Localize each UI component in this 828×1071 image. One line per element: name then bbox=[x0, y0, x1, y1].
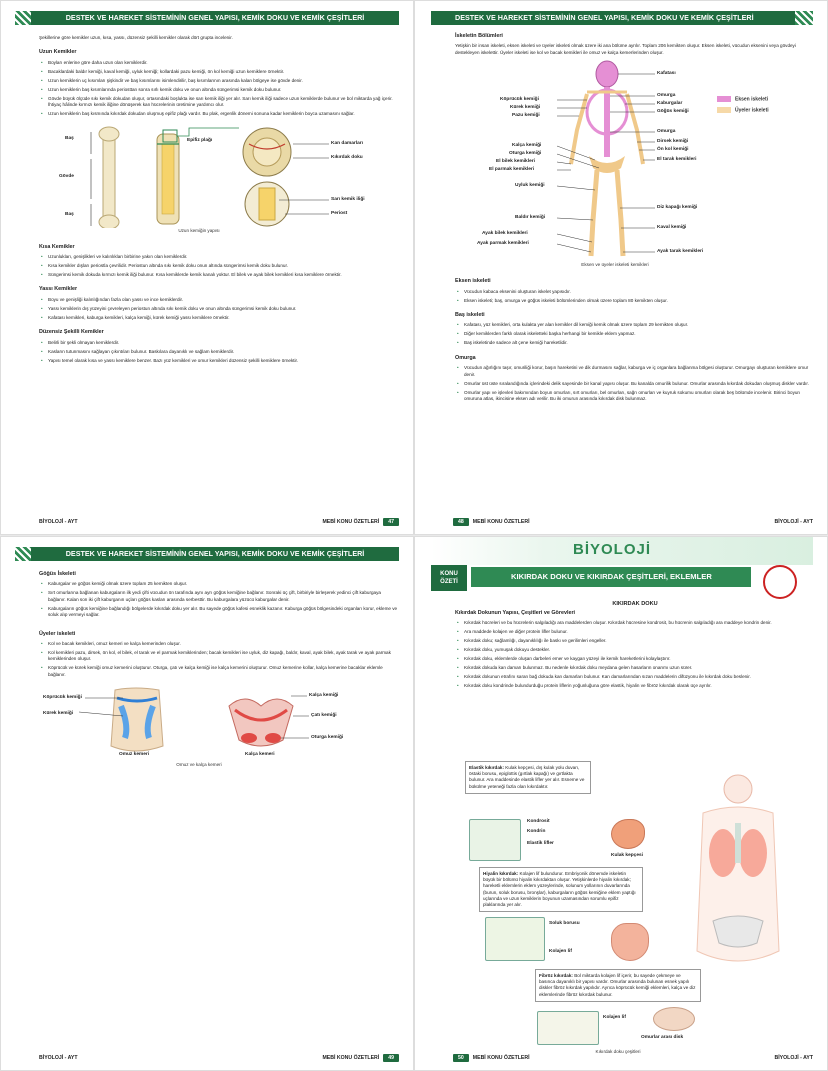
girdle-figure bbox=[39, 686, 399, 772]
list-item: • Kıkırdak doku kondrinde bulundurduğu protein liflerin yoğunluğuna göre elastik, hiyalin ve fibröz kıkırdak olarak üçe ayrılır. bbox=[455, 683, 815, 689]
label-left: Kalça kemiği bbox=[512, 143, 542, 149]
section-title: Eksen iskeleti bbox=[455, 278, 491, 285]
page-number: 48 bbox=[453, 518, 469, 526]
label-left: Oturga kemiği bbox=[509, 151, 542, 157]
label-right: Omurga bbox=[657, 129, 676, 135]
label-right: Kaval kemiği bbox=[657, 225, 687, 231]
page-footer bbox=[39, 516, 399, 528]
label-periost: Periost bbox=[331, 210, 348, 216]
legend bbox=[717, 96, 769, 113]
hiyalin-box bbox=[479, 867, 643, 912]
label-kolajen-lif-fibroz: Kolajen lif bbox=[603, 1015, 626, 1020]
bullet-list bbox=[455, 289, 815, 304]
section-title: Uzun Kemikler bbox=[39, 49, 77, 56]
label-kurek: Kürek kemiği bbox=[43, 711, 74, 717]
fibroz-box bbox=[535, 969, 701, 1002]
elastik-heading: Elastik kıkırdak: bbox=[469, 765, 504, 770]
label-left: Kürek kemiği bbox=[510, 105, 541, 111]
label-left: Pazu kemiği bbox=[512, 113, 540, 119]
legend-swatch-uyeler bbox=[717, 107, 731, 113]
bullet-list bbox=[455, 365, 815, 402]
label-bas-bottom: Baş bbox=[65, 211, 74, 217]
figure-caption: Omuz ve kalça kemeri bbox=[176, 762, 222, 768]
bullet-list bbox=[39, 297, 399, 321]
label-govde: Gövde bbox=[59, 173, 74, 179]
hiyalin-text: Kolajen lif bulundurur. Embriyonik dönemde iskeletin büyük bir bölümü hiyalin kıkırdaktan oluşur. Yetişkinlerde hiyalin kıkırdak; hareketli eklemlerin eklem yüzeylerinde, solunum yollarının duvarlarında (burun, soluk borusu, bronşlar), kaburgaların göğüs kemiğine eklem yaptığı uçlarında ve uzun kemiklerin boyunun uzamasından sorumlu epifiz plaklarında yer alır. bbox=[483, 871, 636, 908]
banner-title: BİYOLOJİ bbox=[573, 541, 652, 558]
header-stripes bbox=[795, 11, 813, 25]
list-item: • Yapısı temel olarak kısa ve yassı kemiklere benzer. Bazı yüz kemikleri ve omur kemikleri düzensiz şekilli kemiklere örnektir. bbox=[39, 358, 399, 364]
list-item: • Ara maddede kolajen ve diğer protein lifler bulunur. bbox=[455, 629, 815, 635]
page-content bbox=[455, 601, 815, 692]
list-item: • Kol ve bacak kemikleri, omuz kemeri ve kalça kemerinden oluşur. bbox=[39, 641, 399, 647]
page-header: DESTEK VE HAREKET SİSTEMİNİN GENEL YAPISI, KEMİK DOKU VE KEMİK ÇEŞİTLERİ bbox=[431, 11, 797, 25]
list-item: • Diğer kemiklerden farklı olarak iskeletteki başka herhangi bir kemikle eklem yapmaz. bbox=[455, 331, 815, 337]
topic-bar: KIKIRDAK DOKU VE KIKIRDAK ÇEŞİTLERİ, EKLEMLER bbox=[471, 567, 751, 587]
list-item: • Kıkırdak doku, yumuşak dokuyu destekler. bbox=[455, 647, 815, 653]
label-left: El parmak kemikleri bbox=[489, 167, 535, 173]
footer-series: MEBİ KONU ÖZETLERİ bbox=[322, 1055, 380, 1061]
section-title: İskeletin Bölümleri bbox=[455, 33, 503, 39]
page-content bbox=[39, 35, 399, 367]
girdle-diagram bbox=[39, 686, 399, 766]
list-item: • Baş iskeletinde sadece alt çene kemiği hareketlidir. bbox=[455, 340, 815, 346]
intro-text: Şekillerine göre kemikler uzun, kısa, yassı, düzensiz şekilli kemikler olarak dört grupta incelenir. bbox=[39, 35, 233, 40]
list-item: • Süngerimsi kemik dokuda kırmızı kemik iliği bulunur. Kısa kemiklerde kemik kanalı yoktur. El bilek ve ayak bilek kemikleri kısa kemiklere örnektir. bbox=[39, 272, 399, 278]
label-omurlar-arasi-disk: Omurlar arası disk bbox=[641, 1035, 684, 1040]
label-sari-ilik: Sarı kemik iliği bbox=[331, 196, 365, 202]
label-left: Köprücük kemiği bbox=[500, 97, 539, 103]
list-item: • Kaburgaların göğüs kemiğine bağlandığı bölgelerde kıkırdak doku yer alır. Bu sayede göğüs kafesi esneklik kazanır. Kaburga göğüs bölgesindeki organları korur, ekleme ve soluk alıp vermeyi sağlar. bbox=[39, 606, 399, 619]
label-right: Omurga bbox=[657, 93, 676, 99]
chapter-banner bbox=[415, 537, 828, 607]
section-title: Göğüs İskeleti bbox=[39, 571, 76, 577]
section-title: Omurga bbox=[455, 354, 476, 361]
label-right: Kaburgalar bbox=[657, 101, 683, 107]
label-kulak-kepcesi: Kulak kepçesi bbox=[611, 853, 643, 858]
page-50 bbox=[414, 536, 828, 1071]
label-kondrosit: Kondrosit bbox=[527, 819, 550, 824]
list-item: • Boyları enlerine göre daha uzun olan kemiklerdir. bbox=[39, 60, 399, 66]
legend-eksen: Eksen iskeleti bbox=[735, 96, 769, 103]
footer-subject: BİYOLOJİ - AYT bbox=[774, 519, 813, 525]
label-right: El tarak kemikleri bbox=[657, 157, 697, 163]
bullet-list bbox=[455, 322, 815, 346]
list-item: • Boyu ve genişliği kalınlığından fazla olan yassı ve ince kemiklerdir. bbox=[39, 297, 399, 303]
bullet-list bbox=[455, 620, 815, 689]
label-kalca-kemeri: Kalça kemeri bbox=[245, 752, 275, 758]
label-right: Kafatası bbox=[657, 71, 676, 77]
list-item: • Belirli bir şekli olmayan kemiklerdir. bbox=[39, 340, 399, 346]
footer-series: MEBİ KONU ÖZETLERİ bbox=[322, 519, 380, 525]
label-soluk-borusu: Soluk borusu bbox=[549, 921, 580, 926]
footer-subject: BİYOLOJİ - AYT bbox=[39, 519, 78, 525]
bullet-list bbox=[39, 581, 399, 618]
legend-uyeler: Üyeler iskeleti bbox=[735, 107, 769, 114]
page-content bbox=[455, 33, 815, 405]
list-item: • Eksen iskeleti; baş, omurga ve göğüs iskeleti bölümlerinden olmak üzere toplam 80 kemikten oluşur. bbox=[455, 298, 815, 304]
label-kondrin: Kondrin bbox=[527, 829, 546, 834]
skeleton-figure bbox=[455, 60, 815, 270]
label-bas-top: Baş bbox=[65, 135, 74, 141]
label-kikirdak-doku: Kıkırdak doku bbox=[331, 154, 363, 160]
page-header: DESTEK VE HAREKET SİSTEMİNİN GENEL YAPISI, KEMİK DOKU VE KEMİK ÇEŞİTLERİ bbox=[31, 547, 399, 561]
label-omuz-kemeri: Omuz kemeri bbox=[119, 752, 150, 758]
label-right: Göğüs kemiği bbox=[657, 109, 689, 115]
footer-subject: BİYOLOJİ - AYT bbox=[774, 1055, 813, 1061]
list-item: • Omurlar üst üste sıralandığında içlerindeki delik sayesinde bir kanal yapısı oluşur. Bu kanalda omurilik bulunur. Omurlar arasında kıkırdak dokudan oluşmuş diskler vardır. bbox=[455, 381, 815, 387]
label-elastik-lifler: Elastik lifler bbox=[527, 841, 554, 846]
long-bone-figure bbox=[39, 124, 399, 236]
ministry-logo bbox=[763, 565, 797, 599]
list-item: • Bacaklardaki baldır kemiği, kaval kemiği, uyluk kemiği; kollardaki pazu kemiği, ön kol kemiği uzun kemiklere örnektir. bbox=[39, 69, 399, 75]
intro-text: Yetişkin bir insan iskeleti, eksen iskeleti ve üyeler iskeleti olmak üzere iki ana bölüme ayrılır. Toplam 206 kemikten oluşur. Eksen iskeleti, vücudun eksenini veya gövdeyi destekleyen iskelettir. Üyeler iskeleti ise kol ve bacak kemikleri ile omuz ve kalça kemerlerinden oluşur. bbox=[455, 43, 796, 55]
list-item: • Kol kemikleri pazu, dirsek, ön kol, el bilek, el tarak ve el parmak kemiklerinden; bacak kemikleri ise uyluk, diz kapağı, baldır, kaval, ayak bilek, ayak tarak ve ayak parmak kemiklerinden oluşur. bbox=[39, 650, 399, 663]
bullet-list bbox=[39, 641, 399, 678]
page-49 bbox=[0, 536, 414, 1071]
list-item: • Uzunlukları, genişlikleri ve kalınlıkları birbirine yakın olan kemiklerdir. bbox=[39, 254, 399, 260]
hiyalin-tissue-image bbox=[485, 917, 545, 961]
page-48 bbox=[414, 0, 828, 535]
fibroz-heading: Fibröz kıkırdak: bbox=[539, 973, 573, 978]
figure-caption: Uzun kemiğin yapısı bbox=[178, 227, 220, 233]
lung-image bbox=[611, 923, 649, 961]
fibroz-text: Bol miktarda kolajen lif içerir, bu sayede çekmeye ve basınca dayanıklı bir yapısı vardır. Omurlar arasında bulunan esnek yapılı diskler fibröz kıkırdak yapılıdır. Ayrıca köprücük kemiği eklemleri, kalça ve diz eklemlerinde fibröz kıkırdak bulunur. bbox=[539, 973, 696, 997]
label-right: Ön kol kemiği bbox=[657, 147, 689, 153]
page-footer bbox=[453, 1052, 813, 1064]
page-number: 47 bbox=[383, 518, 399, 526]
list-item: • Köprücük ve kürek kemiği omuz kemerini oluşturur. Oturga, çatı ve kalça kemiği ise kalça kemerini oluşturur. Omuz kemerine kollar, kalça kemerine bacaklar eklemle bağlanır. bbox=[39, 665, 399, 678]
ear-image bbox=[611, 819, 645, 849]
konu-ozeti-box: KONU ÖZETİ bbox=[431, 565, 467, 591]
list-item: • Kasların tutunmasını sağlayan çıkıntıları bulunur. Baskılara dayanıklı ve sağlam kemiklerdir. bbox=[39, 349, 399, 355]
label-left: El bilek kemikleri bbox=[496, 159, 535, 165]
section-title: Kısa Kemikler bbox=[39, 243, 75, 250]
list-item: • Kıkırdak dokuda kan damarı bulunmaz. Bu nedenle kıkırdak doku meydana gelen hasarların onarımı uzun sürer. bbox=[455, 665, 815, 671]
list-item: • Vücudun kabaca eksenini oluşturan iskelet yapısıdır. bbox=[455, 289, 815, 295]
bullet-list bbox=[39, 254, 399, 278]
section-title: Baş iskeleti bbox=[455, 312, 485, 319]
list-item: • Kıkırdak dokunun etrafını saran bağ dokuda kan damarları bulunur. Kan damarlarından sızan maddelerin difüzyonu ile kıkırdak doku beslenir. bbox=[455, 674, 815, 680]
page-47 bbox=[0, 0, 414, 535]
list-item: • Uzun kemiklerin uç kısımları şişkindir ve baş kısımlarını isimlendirilir, baş kısımlarının arasında kalan bölgeye ise gövde denir. bbox=[39, 78, 399, 84]
label-kolajen-lif-hiyalin: Kolajen lif bbox=[549, 949, 572, 954]
footer-series: MEBİ KONU ÖZETLERİ bbox=[472, 1055, 530, 1061]
section-heading: KIKIRDAK DOKU bbox=[612, 601, 658, 607]
label-right: Dirsek kemiği bbox=[657, 139, 689, 145]
elastik-tissue-image bbox=[469, 819, 521, 861]
bullet-list bbox=[39, 340, 399, 364]
section-title: Üyeler iskeleti bbox=[39, 630, 76, 637]
elastik-box bbox=[465, 761, 591, 794]
label-koprucuk: Köprücük kemiği bbox=[43, 695, 82, 701]
label-kalca-kemigi: Kalça kemiği bbox=[309, 693, 339, 699]
label-right: Ayak tarak kemikleri bbox=[657, 249, 704, 255]
label-epifiz: Epifiz plağı bbox=[187, 137, 213, 143]
page-footer bbox=[453, 516, 813, 528]
list-item: • Sırt omurlarına bağlanan kaburgaların ilk yedi çifti vücudun ön tarafında aynı ayrı göğüs kemiğine bağlanır. Sonraki üç çift, birbiriyle birleşerek yedinci çift kaburgaya bağlanır. Kalan son iki çift kaburganın uçları göğüs kasları arasında serbesttir. Bu kaburgalara yüzücü kaburgalar denir. bbox=[39, 590, 399, 603]
bullet-list bbox=[39, 60, 399, 118]
label-oturga-kemigi: Oturga kemiği bbox=[311, 735, 344, 741]
footer-subject: BİYOLOJİ - AYT bbox=[39, 1055, 78, 1061]
elastik-text: Kulak kepçesi, dış kulak yolu duvarı, östaki borusu, epiglottis (gırtlak kapağı) ve gırtlakta bulunur. Ara maddesinde elastik lifler yer alır. Esneme ve bükülme yeteneği fazla olan kıkırdaktır. bbox=[469, 765, 585, 789]
page-content bbox=[39, 571, 399, 772]
list-item: • Kaburgalar ve göğüs kemiği olmak üzere toplam 25 kemikten oluşur. bbox=[39, 581, 399, 587]
page-header: DESTEK VE HAREKET SİSTEMİNİN GENEL YAPISI, KEMİK DOKU VE KEMİK ÇEŞİTLERİ bbox=[31, 11, 399, 25]
list-item: • Uzun kemiklerin baş kısımlarında periosttan sonra sırlı kemik doku ve onun altında süngerimsi kemik doku bulunur. bbox=[39, 87, 399, 93]
list-item: • Yassı kemiklerin dış yüzeyini çevreleyen periostun altında sıkı kemik doku ve onun altında süngerimsi kemik doku bulunur. bbox=[39, 306, 399, 312]
label-left: Baldır kemiği bbox=[515, 215, 546, 221]
list-item: • Omurlar yapı ve işlevleri bakımından boyun omurları, sırt omurları, bel omurları, sağrı omurları ve kuyruk sokumu omurları olarak beş bölümde incelenir. Birinci boyun omuruna atlas, ikincisine eksen adı verilir. Bu iki omurun arasında kıkırdak disk bulunmaz. bbox=[455, 390, 815, 403]
section-title: Yassı Kemikler bbox=[39, 286, 78, 293]
list-item: • Kafatası, yüz kemikleri, orta kulakta yer alan kemikler dil kemiği kemik olmak üzere toplam 29 kemikten oluşur. bbox=[455, 322, 815, 328]
label-cati-kemigi: Çatı kemiği bbox=[311, 713, 337, 719]
footer-series: MEBİ KONU ÖZETLERİ bbox=[472, 519, 530, 525]
label-left: Uyluk kemiği bbox=[515, 183, 545, 189]
label-kan-damarlari: Kan damarları bbox=[331, 140, 363, 146]
list-item: • Uzun kemiklerin baş kısmında kıkırdak dokudan oluşmuş epifiz plağı vardır. Bu plak, ergenlik dönemi sonuna kadar kemiklerin boyca uzamasını sağlar. bbox=[39, 111, 399, 117]
list-item: • Kıkırdak doku, eklemlerde oluşan darbeleri emer ve kaygan yüzeyi ile kemik hareketlerini kolaylaştırır. bbox=[455, 656, 815, 662]
figure-caption: Kıkırdak doku çeşitleri bbox=[595, 1049, 641, 1054]
page-number: 50 bbox=[453, 1054, 469, 1062]
list-item: • Gövde büyük ölçüde sıkı kemik dokudan oluşur, ortasındaki boşlukta ise sarı kemik iliği yer alır. Sarı kemik iliği sadece uzun kemiklerde bulunur ve bol miktarda yağ içerir. İhtiyaç hâlinde kırmızı kemik iliğine dönüşerek kan hücrelerinin üretimine yardımcı olur. bbox=[39, 96, 399, 109]
legend-swatch-eksen bbox=[717, 96, 731, 102]
list-item: • Kıkırdak doku; sağlamlığı, dayanıklılığı ile baskı ve gerilimleri engeller. bbox=[455, 638, 815, 644]
hiyalin-heading: Hiyalin kıkırdak: bbox=[483, 871, 519, 876]
subsection-title: Kıkırdak Dokunun Yapısı, Çeşitleri ve Görevleri bbox=[455, 610, 576, 617]
label-left: Ayak parmak kemikleri bbox=[477, 241, 529, 247]
label-left: Ayak bilek kemikleri bbox=[482, 231, 528, 237]
label-right: Diz kapağı kemiği bbox=[657, 205, 698, 211]
list-item: • Kıkırdak hücreleri ve bu hücrelerin salgıladığı ara maddelerden oluşur. Kıkırdak hücresine kondrosit, bu hücrenin salgıladığı ara maddeye kondrin denir. bbox=[455, 620, 815, 626]
section-title: Düzensiz Şekilli Kemikler bbox=[39, 329, 104, 336]
page-footer bbox=[39, 1052, 399, 1064]
fibroz-tissue-image bbox=[537, 1011, 599, 1045]
page-number: 49 bbox=[383, 1054, 399, 1062]
list-item: • Vücudun ağırlığını taşır, omuriliği korur, başın hareketini ve dik durmasını sağlar, kaburga ve iç organlara bağlanma bölgesi oluşturur. Omurgayı oluşturan kemiklere omur denir. bbox=[455, 365, 815, 378]
disk-image bbox=[653, 1007, 695, 1031]
figure-caption: Eksen ve üyeler iskeleti kemikleri bbox=[581, 262, 649, 268]
list-item: • Kafatası kemikleri, kaburga kemikleri, kalça kemiği, kürek kemiği yassı kemiklere örnektir. bbox=[39, 315, 399, 321]
list-item: • Kısa kemikler dışları periostla çevrilidir. Periostun altında sıkı kemik doku onun altında süngerimsi kemik doku bulunur. bbox=[39, 263, 399, 269]
